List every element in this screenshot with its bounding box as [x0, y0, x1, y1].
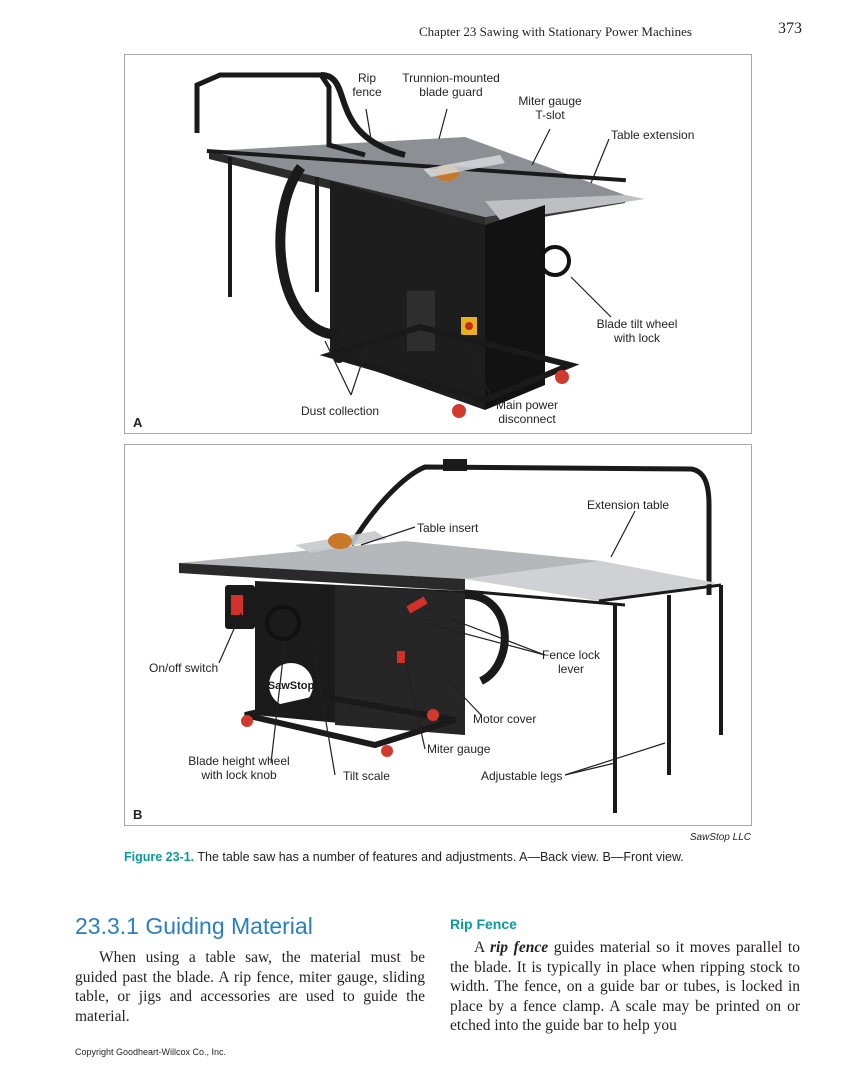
- callout-power-disconnect: [483, 398, 571, 426]
- callout-table-extension: [611, 128, 694, 142]
- callout-blade-guard: [391, 71, 511, 99]
- table-saw-back-view-illustration: [125, 55, 751, 433]
- callout-motor-cover: [473, 712, 536, 726]
- callout-table-insert-text: Table insert: [417, 521, 479, 535]
- callout-tilt-scale: [343, 769, 390, 783]
- callout-height-wheel-line2: with lock knob: [201, 768, 277, 782]
- callout-tilt-wheel-line2: with lock: [613, 331, 660, 345]
- callout-rip-fence: [339, 71, 395, 99]
- callout-extension-table: [587, 498, 669, 512]
- rip-fence-paragraph: [450, 938, 800, 1036]
- callout-fence-lock: [533, 648, 609, 676]
- panel-letter-a: A: [133, 415, 143, 430]
- callout-power-disconnect-line1: Main power: [495, 398, 559, 412]
- figure-caption-text: The table saw has a number of features and adjustments. A—Back view. B—Front view.: [194, 850, 684, 864]
- callout-table-insert: [417, 521, 478, 535]
- figure-panel-a: [124, 54, 752, 434]
- rip-fence-term: rip fence: [489, 939, 549, 956]
- callout-rip-fence-line1: Rip: [357, 71, 376, 85]
- callout-power-disconnect-line2: disconnect: [498, 412, 556, 426]
- callout-dust-collection: [301, 404, 379, 418]
- rip-fence-body: [450, 938, 800, 1036]
- callout-miter-gauge-text: Miter gauge: [427, 742, 491, 756]
- callout-on-off-switch: [149, 661, 218, 675]
- callout-height-wheel-line1: Blade height wheel: [188, 754, 290, 768]
- callout-miter-slot-line1: Miter gauge: [518, 94, 582, 108]
- rip-fence-subheading: Rip Fence: [450, 916, 517, 932]
- page-number: 373: [778, 20, 802, 37]
- callout-extension-table-text: Extension table: [587, 498, 670, 512]
- callout-miter-slot: [505, 94, 595, 122]
- figure-caption-label: Figure 23-1.: [124, 850, 195, 864]
- callout-motor-cover-text: Motor cover: [473, 712, 537, 726]
- figure-panel-b: [124, 444, 752, 826]
- photo-credit: SawStop LLC: [689, 832, 751, 843]
- callout-adjustable-legs: [481, 769, 562, 783]
- callout-tilt-wheel: [587, 317, 687, 345]
- chapter-title: Chapter 23 Sawing with Stationary Power Machines: [419, 24, 692, 39]
- callout-on-off-switch-text: On/off switch: [149, 661, 219, 675]
- copyright-footer: Copyright Goodheart-Willcox Co., Inc.: [75, 1047, 227, 1057]
- callout-miter-slot-line2: T-slot: [535, 108, 565, 122]
- callout-tilt-scale-text: Tilt scale: [343, 769, 390, 783]
- sawstop-logo: SawStop: [267, 680, 315, 692]
- callout-miter-gauge: [427, 742, 490, 756]
- callout-blade-guard-line1: Trunnion-mounted: [402, 71, 500, 85]
- callout-fence-lock-line2: lever: [557, 662, 584, 676]
- section-paragraph: When using a table saw, the material must be guided past the blade. A rip fence, miter gauge, sliding table, or jigs and accessories are used to guide the material.: [75, 949, 425, 1025]
- callout-dust-collection-text: Dust collection: [301, 404, 380, 418]
- section-heading: 23.3.1 Guiding Material: [75, 913, 313, 939]
- callout-table-extension-text: Table extension: [611, 128, 695, 142]
- callout-height-wheel: [179, 754, 299, 782]
- rip-fence-text: guides material so it moves parallel to the blade. It is typically in place when ripping stock to width. The fence, on a guide bar or tubes, is locked in place by a fence clamp. A scale may be printed on or etched into the guide bar to help you: [450, 939, 800, 1034]
- panel-letter-b: B: [133, 807, 143, 822]
- callout-tilt-wheel-line1: Blade tilt wheel: [596, 317, 678, 331]
- callout-blade-guard-line2: blade guard: [419, 85, 483, 99]
- callout-adjustable-legs-text: Adjustable legs: [481, 769, 563, 783]
- callout-fence-lock-line1: Fence lock: [541, 648, 601, 662]
- section-body: [75, 948, 425, 1026]
- figure-caption: [124, 850, 764, 864]
- callout-rip-fence-line2: fence: [352, 85, 382, 99]
- rip-fence-lead: A: [474, 939, 490, 956]
